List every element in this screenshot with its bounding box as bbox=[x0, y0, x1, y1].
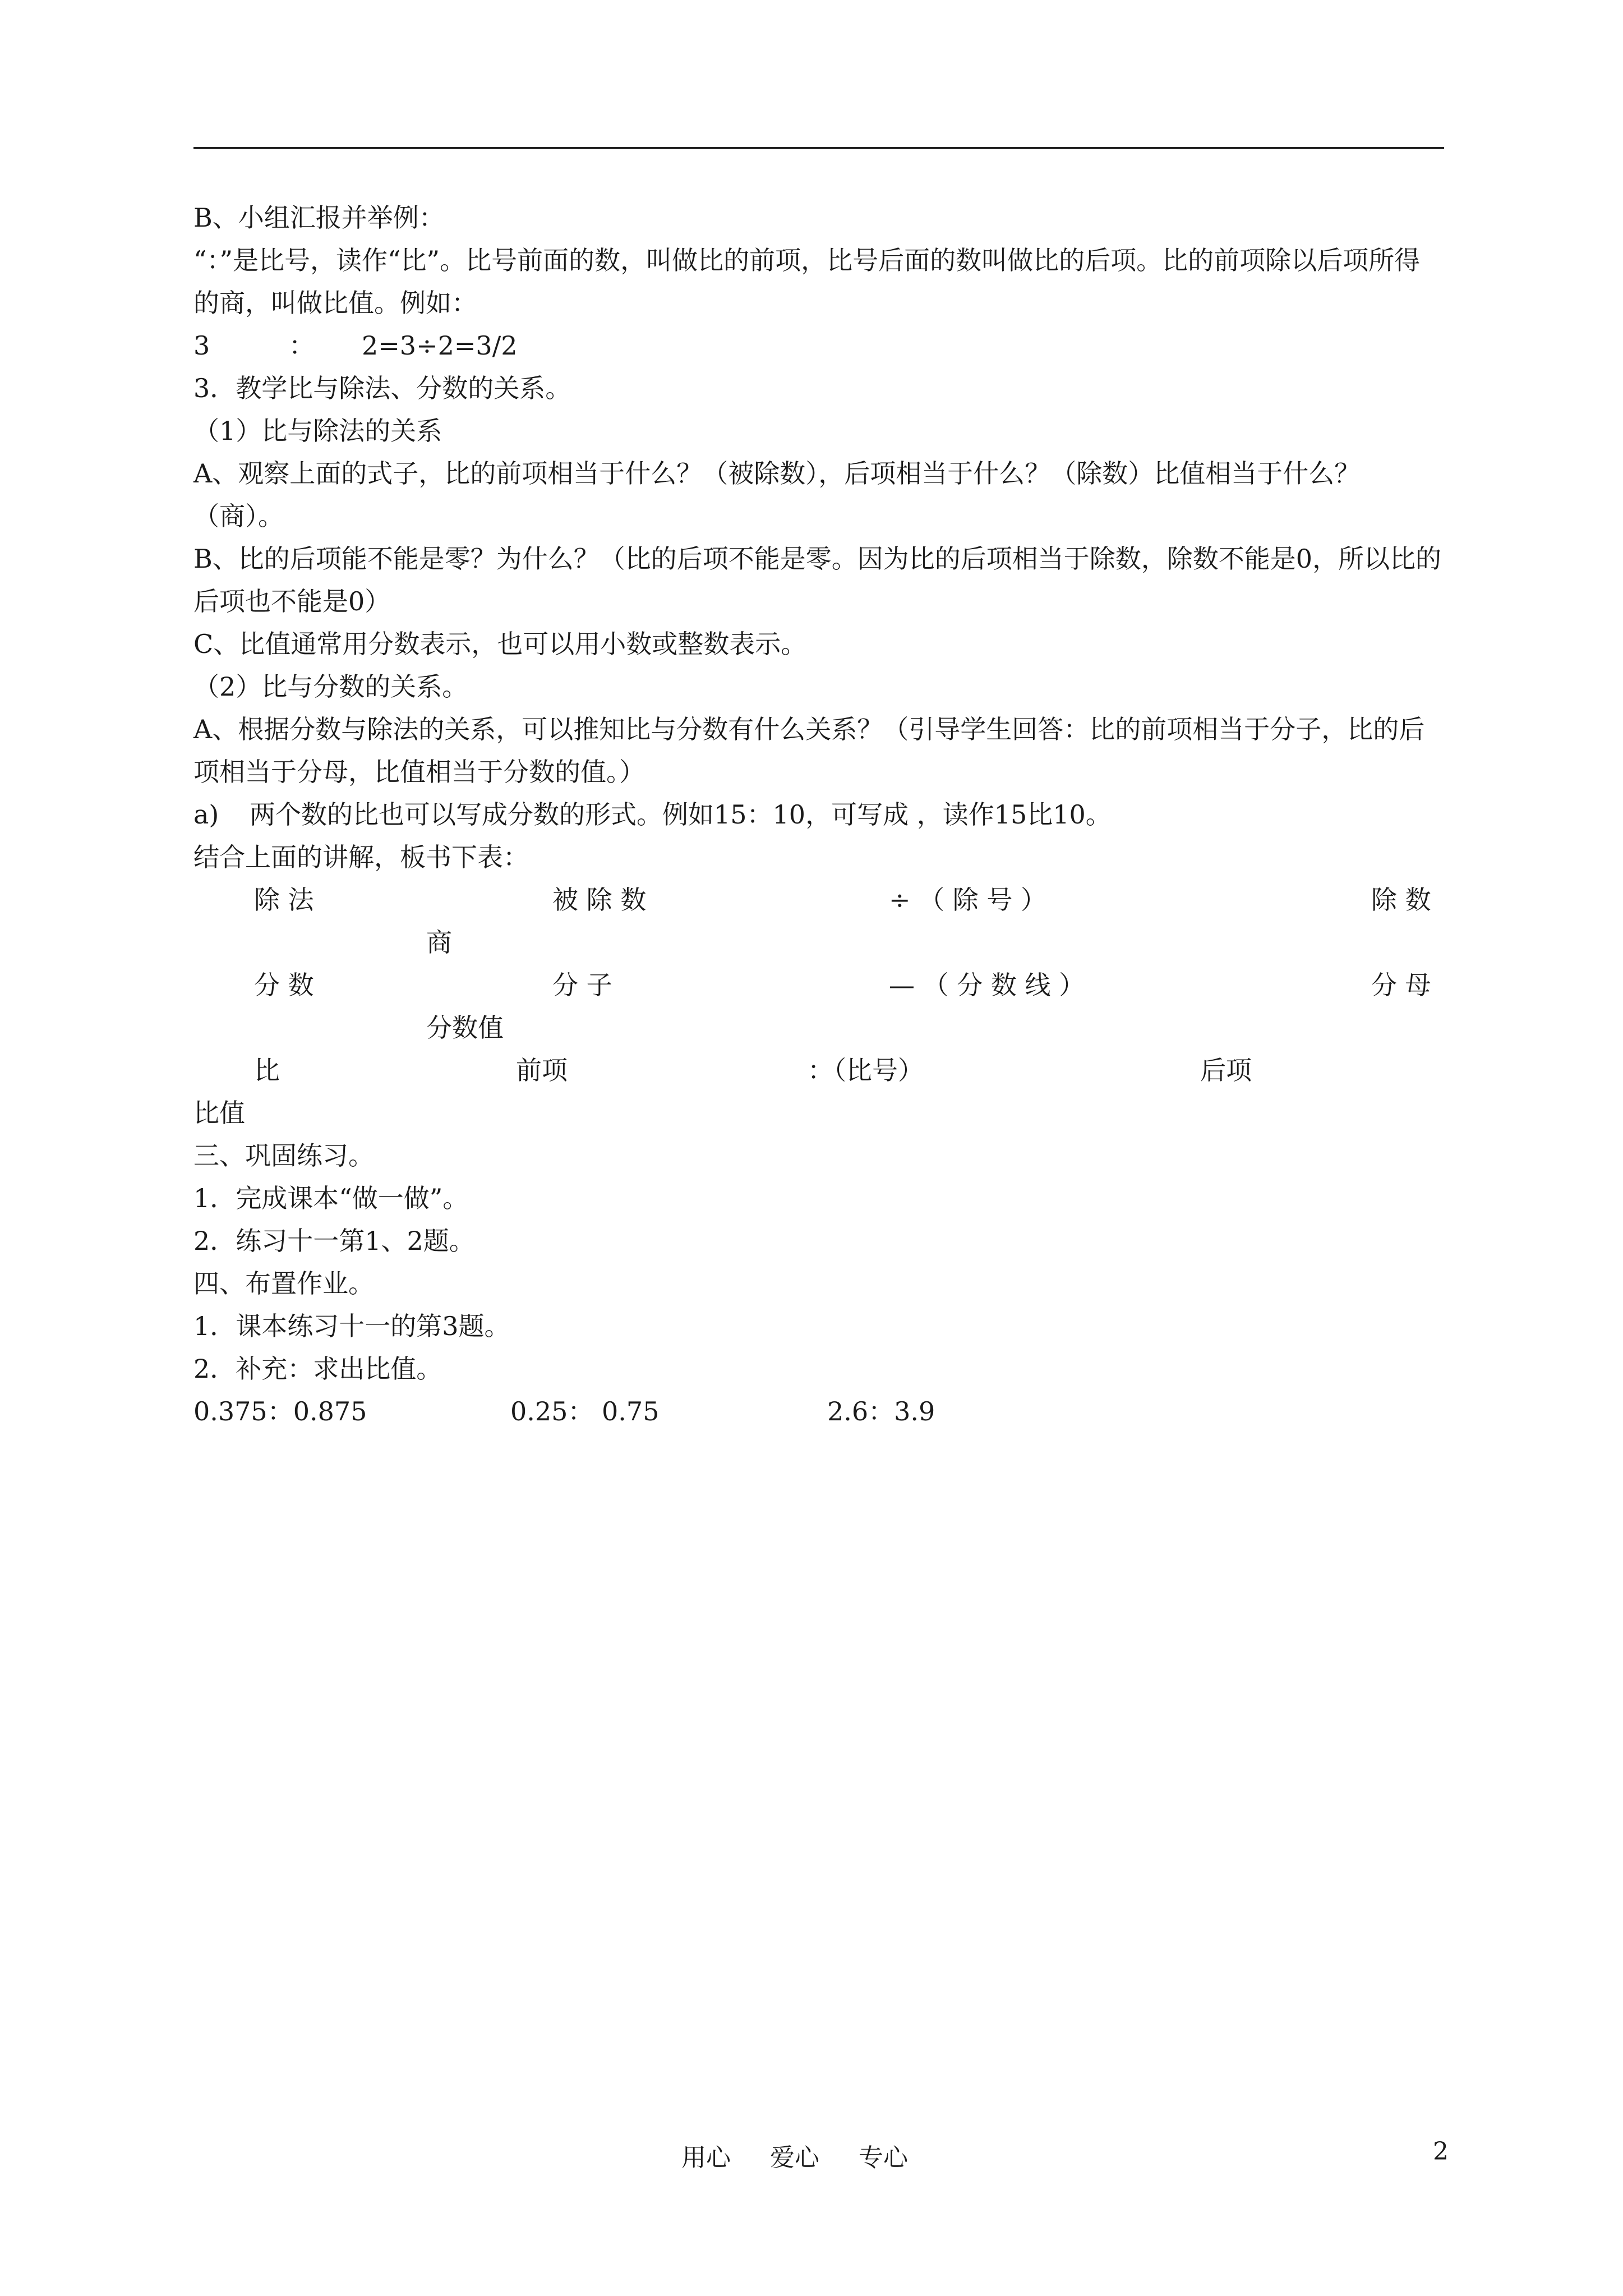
table-cell: 比值 bbox=[193, 1098, 245, 1128]
section-heading: 三、巩固练习。 bbox=[193, 1140, 374, 1171]
table-cell: 分数值 bbox=[426, 1013, 504, 1043]
table-cell: ：（比号） bbox=[808, 1055, 924, 1085]
board-table-row bbox=[193, 921, 1444, 964]
text-line: 2．练习十一第1、2题。 bbox=[193, 1226, 475, 1256]
ratio-front: 3 bbox=[193, 330, 210, 361]
text-paragraph: A、根据分数与除法的关系，可以推知比与分数有什么关系？（引导学生回答：比的前项相当于分子，比的后项相当于分母，比值相当于分数的值。） bbox=[193, 714, 1425, 787]
table-cell: 分 数 bbox=[254, 970, 314, 1000]
list-item bbox=[193, 793, 1444, 836]
table-cell: — （ 分 数 线 ） bbox=[889, 970, 1085, 1000]
exercise-item: 0.25： 0.75 bbox=[510, 1396, 660, 1427]
table-cell: 商 bbox=[426, 927, 452, 958]
text-paragraph: “：”是比号，读作“比”。比号前面的数，叫做比的前项，比号后面的数叫做比的后项。比的前项除以后项所得的商，叫做比值。例如： bbox=[193, 245, 1421, 318]
section-heading: 3．教学比与除法、分数的关系。 bbox=[193, 373, 571, 403]
ratio-example bbox=[193, 324, 1444, 367]
subsection-heading: （1）比与除法的关系 bbox=[193, 416, 442, 446]
table-cell: 前项 bbox=[516, 1055, 568, 1085]
header-rule bbox=[193, 147, 1444, 149]
text-paragraph: B、比的后项能不能是零？为什么？（比的后项不能是零。因为比的后项相当于除数，除数不能是0，所以比的后项也不能是0） bbox=[193, 544, 1442, 616]
section-heading: 四、布置作业。 bbox=[193, 1268, 374, 1299]
text-line: 结合上面的讲解，板书下表： bbox=[193, 842, 529, 872]
list-text: 两个数的比也可以写成分数的形式。例如15：10，可写成 ，读作15比10。 bbox=[250, 799, 1112, 830]
footer-motto bbox=[681, 2137, 947, 2173]
table-cell: 除 法 bbox=[254, 885, 314, 915]
board-table-row bbox=[193, 878, 1444, 921]
table-cell: 被 除 数 bbox=[552, 885, 647, 915]
text-line: 1．课本练习十一的第3题。 bbox=[193, 1311, 510, 1341]
document-body bbox=[193, 196, 1444, 1433]
table-cell: 比 bbox=[254, 1055, 280, 1085]
table-cell: ÷ （ 除 号 ） bbox=[889, 885, 1047, 915]
text-line: C、比值通常用分数表示，也可以用小数或整数表示。 bbox=[193, 629, 807, 659]
ratio-colon: ： bbox=[289, 330, 315, 361]
exercise-row bbox=[193, 1390, 1444, 1433]
footer-word: 爱心 bbox=[770, 2143, 819, 2172]
table-cell: 除 数 bbox=[1371, 885, 1431, 915]
table-cell: 分 子 bbox=[552, 970, 612, 1000]
board-table-row bbox=[193, 1092, 1444, 1134]
footer-word: 用心 bbox=[681, 2143, 731, 2172]
text-line: 2．补充：求出比值。 bbox=[193, 1354, 442, 1384]
exercise-item: 2.6：3.9 bbox=[827, 1396, 935, 1427]
exercise-item: 0.375：0.875 bbox=[193, 1396, 367, 1427]
footer-word: 专心 bbox=[859, 2143, 908, 2172]
page-number: 2 bbox=[1433, 2137, 1449, 2166]
table-cell: 后项 bbox=[1200, 1055, 1252, 1085]
board-table-row bbox=[193, 1006, 1444, 1049]
text-line: 1．完成课本“做一做”。 bbox=[193, 1183, 469, 1213]
text-line: B、小组汇报并举例： bbox=[193, 203, 445, 233]
ratio-equation: 2=3÷2=3/2 bbox=[362, 330, 518, 361]
board-table-row bbox=[193, 1049, 1444, 1092]
list-marker: a) bbox=[193, 799, 219, 830]
board-table-row bbox=[193, 964, 1444, 1006]
text-paragraph: A、观察上面的式子，比的前项相当于什么？（被除数），后项相当于什么？（除数）比值相当于什么？（商）。 bbox=[193, 458, 1361, 531]
subsection-heading: （2）比与分数的关系。 bbox=[193, 671, 468, 702]
table-cell: 分 母 bbox=[1371, 970, 1431, 1000]
